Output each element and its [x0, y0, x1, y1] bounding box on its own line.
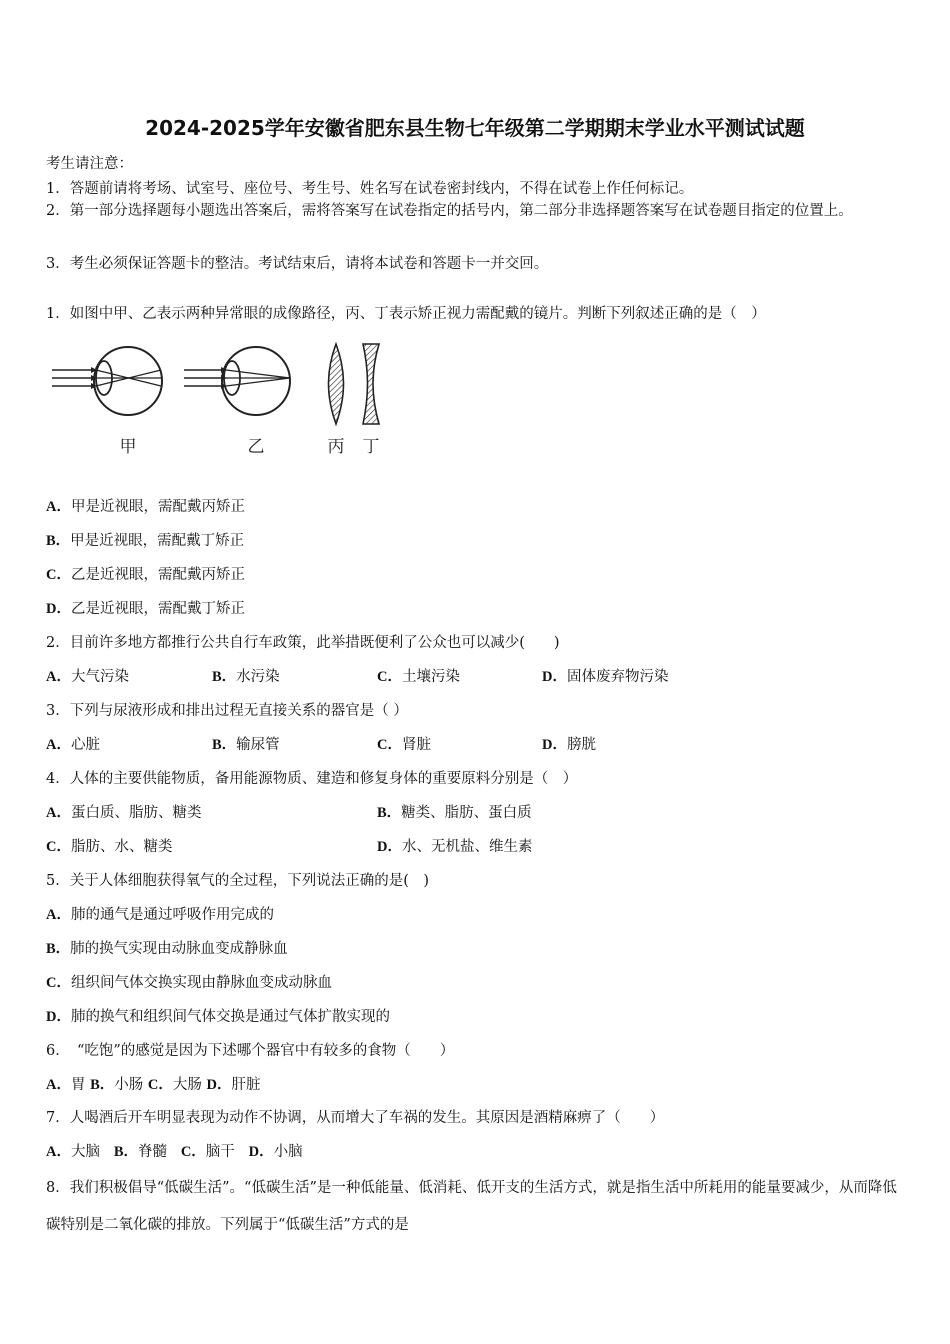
- option-text: 大肠: [172, 1077, 202, 1093]
- option-label: C．: [46, 839, 71, 855]
- option-label: A．: [46, 1144, 71, 1160]
- q4-option-c[interactable]: [46, 835, 172, 856]
- q1-option-b[interactable]: [46, 529, 244, 550]
- q3-option-c[interactable]: [377, 733, 431, 754]
- q3-option-a[interactable]: [46, 733, 100, 754]
- q7-options-line: [46, 1140, 303, 1161]
- question-2-stem: 2．目前许多地方都推行公共自行车政策，此举措既便利了公众也可以减少( ): [46, 635, 560, 651]
- option-text: 水、无机盐、维生素: [401, 839, 533, 855]
- option-label: D．: [46, 601, 71, 617]
- q5-option-b[interactable]: [46, 937, 288, 958]
- option-text: 大气污染: [70, 669, 129, 685]
- option-label: A．: [46, 669, 71, 685]
- q3-option-d[interactable]: [542, 733, 596, 754]
- page-title: 2024-2025学年安徽省肥东县生物七年级第二学期期末学业水平测试试题: [145, 116, 805, 140]
- option-label: A．: [46, 499, 71, 515]
- option-label: C．: [147, 1077, 173, 1093]
- option-label: A．: [46, 1077, 71, 1093]
- q6-option-a[interactable]: [46, 1077, 85, 1093]
- q7-option-c[interactable]: [181, 1144, 235, 1160]
- option-label: B．: [212, 737, 237, 753]
- q2-option-d[interactable]: [542, 665, 668, 686]
- option-label: C．: [180, 1144, 206, 1160]
- option-text: 肺的换气和组织间气体交换是通过气体扩散实现的: [70, 1009, 390, 1025]
- option-label: B．: [212, 669, 237, 685]
- option-text: 组织间气体交换实现由静脉血变成动脉血: [70, 975, 332, 991]
- option-label: C．: [46, 567, 71, 583]
- option-text: 脊髓: [137, 1144, 167, 1160]
- q3-option-b[interactable]: [212, 733, 280, 754]
- question-7-stem: 7．人喝酒后开车明显表现为动作不协调，从而增大了车祸的发生。其原因是酒精麻痹了（ ）: [46, 1110, 665, 1126]
- q5-option-a[interactable]: [46, 903, 274, 924]
- question-3-stem: 3．下列与尿液形成和排出过程无直接关系的器官是（ ）: [46, 703, 408, 719]
- q6-option-d[interactable]: [206, 1077, 260, 1093]
- option-label: A．: [46, 805, 71, 821]
- option-label: B．: [113, 1144, 138, 1160]
- option-label: D．: [377, 839, 402, 855]
- option-text: 输尿管: [236, 737, 280, 753]
- q5-option-c[interactable]: [46, 971, 332, 992]
- option-label: B．: [46, 533, 71, 549]
- question-4-stem: 4．人体的主要供能物质，备用能源物质、建造和修复身体的重要原料分别是（ ）: [46, 771, 578, 787]
- option-text: 小脑: [273, 1144, 303, 1160]
- convex-lens-bing: [329, 344, 344, 424]
- option-label: D．: [46, 1009, 71, 1025]
- option-text: 膀胱: [566, 737, 596, 753]
- option-text: 糖类、脂肪、蛋白质: [401, 805, 532, 821]
- q2-option-c[interactable]: [377, 665, 460, 686]
- option-text: 乙是近视眼，需配戴丁矫正: [70, 601, 245, 617]
- option-text: 胃: [70, 1077, 86, 1093]
- option-label: D．: [542, 669, 567, 685]
- q4-option-b[interactable]: [377, 801, 532, 822]
- option-label: D．: [206, 1077, 232, 1093]
- notice-item-2: 2．第一部分选择题每小题选出答案后，需将答案写在试卷指定的括号内，第二部分非选择题答案写在试卷题目指定的位置上。: [46, 203, 853, 219]
- option-text: 心脏: [70, 737, 100, 753]
- option-label: C．: [377, 669, 402, 685]
- option-text: 肺的换气实现由动脉血变成静脉血: [70, 941, 288, 957]
- option-text: 大脑: [70, 1144, 100, 1160]
- question-1-stem: 1．如图中甲、乙表示两种异常眼的成像路径，丙、丁表示矫正视力需配戴的镜片。判断下列叙述正确的是（ ）: [46, 306, 766, 322]
- q4-option-d[interactable]: [377, 835, 532, 856]
- q4-option-a[interactable]: [46, 801, 201, 822]
- eye-lens-figure: [46, 336, 396, 461]
- question-5-stem: 5．关于人体细胞获得氧气的全过程，下列说法正确的是( ): [46, 873, 430, 889]
- option-label: B．: [46, 941, 71, 957]
- option-text: 土壤污染: [401, 669, 460, 685]
- q2-option-a[interactable]: [46, 665, 129, 686]
- option-label: A．: [46, 737, 71, 753]
- q6-options-line: [46, 1073, 260, 1094]
- q2-option-b[interactable]: [212, 665, 280, 686]
- figure-label-bing: 丙: [327, 437, 345, 457]
- notice-item-3: 3．考生必须保证答题卡的整洁。考试结束后，请将本试卷和答题卡一并交回。: [46, 256, 549, 272]
- option-text: 甲是近视眼，需配戴丙矫正: [70, 499, 245, 515]
- option-text: 脂肪、水、糖类: [70, 839, 173, 855]
- option-label: C．: [46, 975, 71, 991]
- option-label: D．: [542, 737, 567, 753]
- option-text: 乙是近视眼，需配戴丙矫正: [70, 567, 245, 583]
- figure-label-jia: 甲: [119, 437, 137, 457]
- option-text: 固体废弃物污染: [566, 669, 669, 685]
- q7-option-d[interactable]: [249, 1144, 303, 1160]
- option-text: 肺的通气是通过呼吸作用完成的: [70, 907, 274, 923]
- concave-lens-ding: [363, 344, 379, 424]
- q6-option-c[interactable]: [148, 1077, 202, 1093]
- option-text: 小肠: [114, 1077, 144, 1093]
- q5-option-d[interactable]: [46, 1005, 390, 1026]
- option-text: 肾脏: [401, 737, 431, 753]
- figure-label-ding: 丁: [362, 437, 380, 457]
- q7-option-b[interactable]: [114, 1144, 167, 1160]
- question-6-stem: 6． “吃饱”的感觉是因为下述哪个器官中有较多的食物（ ）: [46, 1043, 455, 1059]
- option-text: 肝脏: [231, 1077, 261, 1093]
- option-label: B．: [90, 1077, 115, 1093]
- eye-yi-diagram: [184, 347, 290, 415]
- option-label: C．: [377, 737, 402, 753]
- option-text: 蛋白质、脂肪、糖类: [70, 805, 202, 821]
- option-text: 脑干: [205, 1144, 235, 1160]
- option-label: A．: [46, 907, 71, 923]
- figure-label-yi: 乙: [247, 437, 265, 457]
- eye-jia-diagram: [52, 347, 162, 415]
- q1-option-a[interactable]: [46, 495, 245, 516]
- option-label: B．: [377, 805, 402, 821]
- q1-option-d[interactable]: [46, 597, 245, 618]
- notice-heading: 考生请注意：: [46, 156, 133, 172]
- q6-option-b[interactable]: [90, 1077, 143, 1093]
- option-label: D．: [248, 1144, 274, 1160]
- notice-item-1: 1．答题前请将考场、试室号、座位号、考生号、姓名写在试卷密封线内，不得在试卷上作任何标记。: [46, 181, 694, 197]
- option-text: 水污染: [236, 669, 280, 685]
- q7-option-a[interactable]: [46, 1144, 100, 1160]
- option-text: 甲是近视眼，需配戴丁矫正: [70, 533, 245, 549]
- question-8-stem: 8．我们积极倡导“低碳生活”。“低碳生活”是一种低能量、低消耗、低开支的生活方式，就是指生活中所耗用的能量要减少，从而降低碳特别是二氧化碳的排放。下列属于“低碳生活”方式的是: [46, 1180, 897, 1233]
- q1-option-c[interactable]: [46, 563, 245, 584]
